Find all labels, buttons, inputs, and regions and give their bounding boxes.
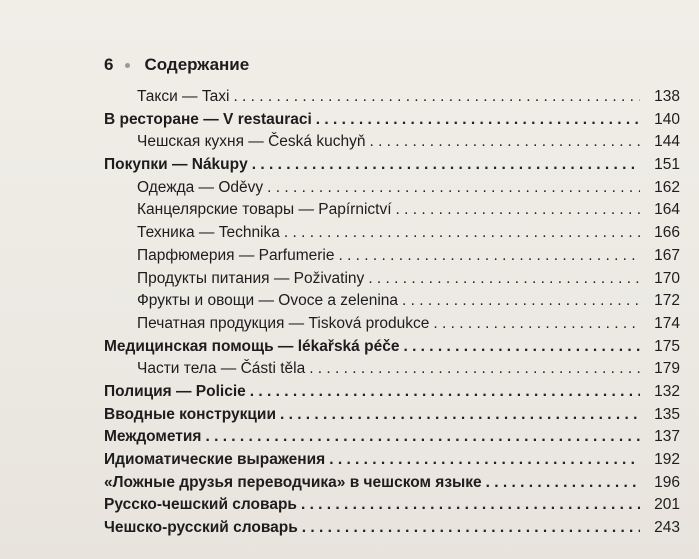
toc-entry-page: 144	[654, 133, 680, 151]
toc-entry	[104, 358, 680, 381]
dot-leader	[396, 199, 640, 222]
toc-entry-page: 135	[654, 405, 680, 423]
toc-entry-page: 166	[654, 224, 680, 242]
toc-entry	[104, 336, 680, 359]
dot-leader	[433, 313, 640, 336]
running-header	[104, 55, 249, 75]
table-of-contents	[104, 86, 680, 540]
toc-entry-page: 162	[654, 178, 680, 196]
page-number: 6	[104, 55, 114, 74]
page-title: Содержание	[144, 55, 250, 74]
toc-entry	[104, 131, 680, 154]
toc-entry-title: Вводные конструкции	[104, 405, 276, 423]
toc-entry-title: Идиоматические выражения	[104, 451, 326, 468]
dot-leader	[205, 426, 640, 449]
toc-entry-page: 132	[654, 382, 680, 400]
dot-leader	[309, 358, 640, 381]
toc-entry-page: 138	[654, 88, 680, 105]
toc-entry	[104, 517, 680, 540]
toc-entry-title: Такси — Taxi	[137, 88, 230, 105]
toc-entry-page: 172	[654, 292, 680, 310]
toc-entry	[104, 313, 680, 336]
dot-leader	[267, 177, 640, 200]
toc-entry-page: 192	[654, 451, 680, 468]
toc-entry-page: 175	[654, 337, 680, 355]
dot-leader	[368, 268, 640, 291]
toc-entry-title: Части тела — Části těla	[137, 360, 306, 378]
toc-entry	[104, 222, 680, 245]
toc-entry	[104, 290, 680, 313]
toc-entry-page: 179	[654, 360, 680, 378]
toc-entry-title: Печатная продукция — Tisková produkce	[137, 314, 430, 332]
toc-entry-page: 151	[654, 156, 680, 174]
toc-entry	[104, 381, 680, 404]
toc-entry-title: Канцелярские товары — Papírnictví	[137, 201, 392, 219]
toc-entry	[104, 177, 680, 200]
dot-leader	[252, 154, 640, 177]
dot-leader	[403, 336, 640, 359]
toc-entry-page: 201	[654, 496, 680, 514]
toc-entry-title: Чешско-русский словарь	[104, 519, 298, 537]
dot-leader	[280, 404, 640, 427]
toc-entry-page: 174	[654, 314, 680, 332]
toc-entry-page: 167	[654, 246, 680, 264]
toc-entry	[104, 86, 680, 109]
dot-leader	[329, 449, 640, 472]
toc-entry-title: Медицинская помощь — lékařská péče	[104, 337, 400, 355]
dot-leader	[233, 86, 640, 109]
toc-entry-title: Техника — Technika	[137, 224, 280, 242]
dot-leader	[486, 472, 640, 495]
toc-entry-title: Русско-чешский словарь	[104, 496, 297, 514]
toc-entry-title: Парфюмерия — Parfumerie	[137, 246, 335, 264]
toc-entry-title: Полиция — Policie	[104, 382, 246, 400]
toc-entry	[104, 472, 680, 495]
toc-entry-title: Одежда — Oděvy	[137, 178, 264, 196]
toc-entry-title: Чешская кухня — Česká kuchyň	[137, 133, 366, 151]
toc-entry-title: «Ложные друзья переводчика» в чешском языке	[104, 473, 482, 491]
dot-leader	[369, 131, 640, 154]
toc-entry-page: 164	[654, 201, 680, 219]
dot-leader	[301, 494, 640, 517]
toc-entry	[104, 109, 680, 132]
toc-entry	[104, 404, 680, 427]
toc-entry-title: В ресторане — V restauraci	[104, 110, 312, 128]
toc-entry	[104, 154, 680, 177]
toc-entry-page: 137	[654, 428, 680, 446]
toc-entry-page: 243	[654, 519, 680, 537]
toc-entry	[104, 494, 680, 517]
toc-entry	[104, 199, 680, 222]
toc-entry	[104, 245, 680, 268]
toc-entry-page: 196	[654, 473, 680, 491]
toc-entry-title: Покупки — Nákupy	[104, 156, 248, 174]
toc-entry-page: 170	[654, 269, 680, 287]
dot-leader	[250, 381, 640, 404]
toc-entry-page: 140	[654, 110, 680, 128]
toc-entry-title: Междометия	[104, 428, 202, 446]
toc-entry	[104, 449, 680, 472]
dot-leader	[302, 517, 640, 540]
dot-leader	[316, 109, 640, 132]
dot-leader	[284, 222, 640, 245]
dot-leader	[402, 290, 640, 313]
toc-entry	[104, 426, 680, 449]
header-bullet-icon	[125, 63, 130, 68]
toc-entry	[104, 268, 680, 291]
dot-leader	[338, 245, 640, 268]
toc-entry-title: Продукты питания — Poživatiny	[137, 269, 365, 287]
toc-entry-title: Фрукты и овощи — Ovoce a zelenina	[137, 292, 399, 310]
